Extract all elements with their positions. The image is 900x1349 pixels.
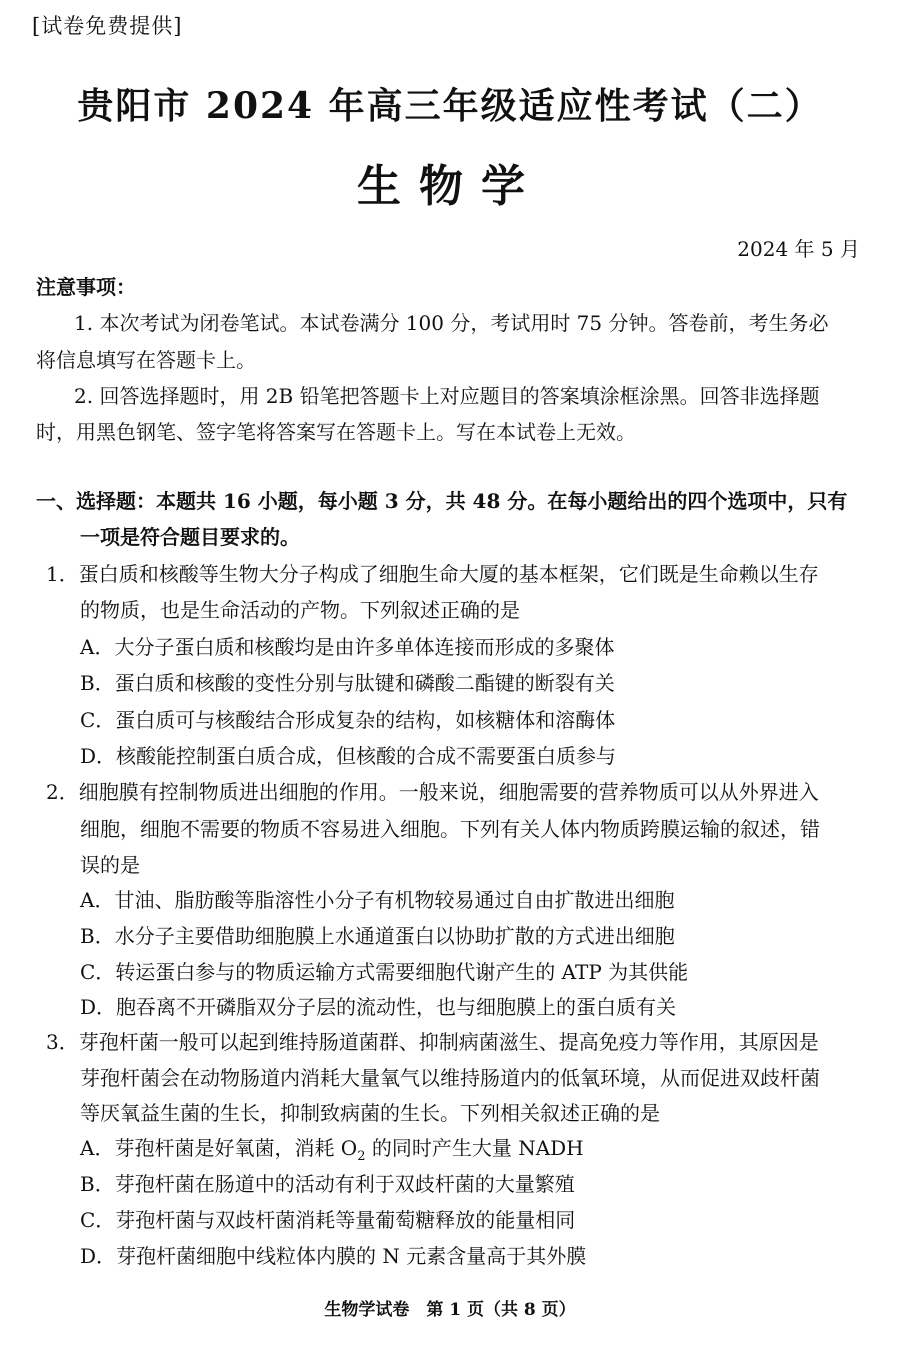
exam-date: 2024 年 5 月	[737, 237, 860, 261]
notice-item2-line1: 2. 回答选择题时，用 2B 铅笔把答题卡上对应题目的答案填涂框涂黑。回答非选择题	[74, 384, 820, 408]
q2-stem-line2: 细胞，细胞不需要的物质不容易进入细胞。下列有关人体内物质跨膜运输的叙述，错	[80, 817, 820, 841]
q3-option-b: B．芽孢杆菌在肠道中的活动有利于双歧杆菌的大量繁殖	[80, 1172, 575, 1196]
section1-heading-line2: 一项是符合题目要求的。	[80, 525, 300, 549]
q2-stem-line1: 2．细胞膜有控制物质进出细胞的作用。一般来说，细胞需要的营养物质可以从外界进入	[46, 780, 819, 804]
q3-option-c: C．芽孢杆菌与双歧杆菌消耗等量葡萄糖释放的能量相同	[80, 1208, 576, 1232]
q1-option-c: C．蛋白质可与核酸结合形成复杂的结构，如核糖体和溶酶体	[80, 708, 616, 732]
q1-option-d: D．核酸能控制蛋白质合成，但核酸的合成不需要蛋白质参与	[80, 744, 617, 768]
subject-title: 生物学	[357, 161, 543, 212]
q3-stem-line2: 芽孢杆菌会在动物肠道内消耗大量氧气以维持肠道内的低氧环境，从而促进双歧杆菌	[80, 1066, 820, 1090]
q2-option-a: A．甘油、脂肪酸等脂溶性小分子有机物较易通过自由扩散进出细胞	[80, 888, 675, 912]
exam-title: 贵阳市 2024 年高三年级适应性考试（二）	[77, 85, 823, 127]
section1-heading-line1: 一、选择题：本题共 16 小题，每小题 3 分，共 48 分。在每小题给出的四个选项中，只有	[36, 489, 848, 513]
q3-option-a	[80, 1132, 584, 1164]
notice-item2-line2: 时，用黑色钢笔、签字笔将答案写在答题卡上。写在本试卷上无效。	[36, 420, 636, 444]
q3-stem-line1: 3．芽孢杆菌一般可以起到维持肠道菌群、抑制病菌滋生、提高免疫力等作用，其原因是	[46, 1030, 819, 1054]
notice-item1-line1: 1. 本次考试为闭卷笔试。本试卷满分 100 分，考试用时 75 分钟。答卷前，考生务必	[74, 311, 829, 335]
q3-option-a-text: A．芽孢杆菌是好氧菌，消耗 O	[80, 1136, 358, 1160]
q1-option-a: A．大分子蛋白质和核酸均是由许多单体连接而形成的多聚体	[80, 635, 615, 659]
q3-stem-line3: 等厌氧益生菌的生长，抑制致病菌的生长。下列相关叙述正确的是	[80, 1101, 660, 1125]
q2-stem-line3: 误的是	[80, 853, 140, 877]
q2-option-b: B．水分子主要借助细胞膜上水通道蛋白以协助扩散的方式进出细胞	[80, 924, 675, 948]
page-footer: 生物学试卷 第 1 页（共 8 页）	[324, 1300, 576, 1320]
q1-stem-line1: 1．蛋白质和核酸等生物大分子构成了细胞生命大厦的基本框架，它们既是生命赖以生存	[46, 562, 819, 586]
q3-option-d: D．芽孢杆菌细胞中线粒体内膜的 N 元素含量高于其外膜	[80, 1244, 587, 1268]
header-tag: [试卷免费提供]	[32, 14, 183, 38]
q3-option-a-text-end: 的同时产生大量 NADH	[365, 1136, 584, 1160]
notice-item1-line2: 将信息填写在答题卡上。	[36, 348, 256, 372]
q2-option-d: D．胞吞离不开磷脂双分子层的流动性，也与细胞膜上的蛋白质有关	[80, 995, 677, 1019]
q3-option-a-subscript: 2	[357, 1149, 366, 1164]
q2-option-c: C．转运蛋白参与的物质运输方式需要细胞代谢产生的 ATP 为其供能	[80, 960, 689, 984]
q1-option-b: B．蛋白质和核酸的变性分别与肽键和磷酸二酯键的断裂有关	[80, 671, 615, 695]
notice-heading: 注意事项：	[36, 275, 136, 299]
q1-stem-line2: 的物质，也是生命活动的产物。下列叙述正确的是	[80, 598, 520, 622]
